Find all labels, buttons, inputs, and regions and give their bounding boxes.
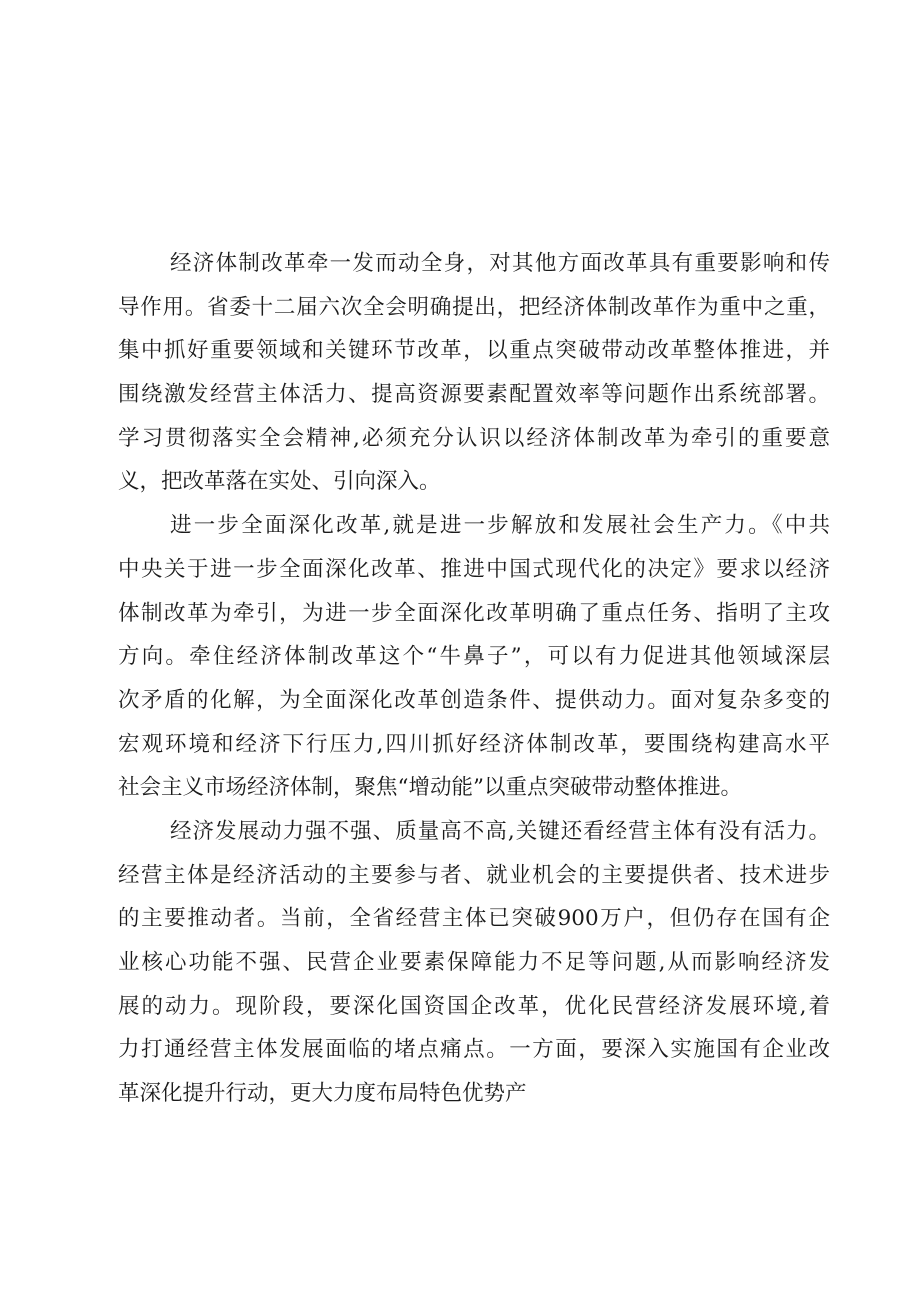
paragraph-2 — [118, 504, 830, 810]
text-line: 义，把改革落在实处、引向深入。 — [118, 469, 441, 495]
text-line: 的主要推动者。当前，全省经营主体已突破900万户，但仍存在国有企 — [118, 906, 830, 932]
text-line: 展的动力。现阶段，要深化国资国企改革，优化民营经济发展环境,着 — [118, 993, 830, 1019]
text-line: 革深化提升行动，更大力度布局特色优势产 — [118, 1081, 527, 1107]
text-line: 经济发展动力强不强、质量高不高,关键还看经营主体有没有活力。 — [170, 818, 830, 844]
paragraph-1 — [118, 242, 830, 504]
document-body — [118, 242, 830, 1116]
text-line: 业核心功能不强、民营企业要素保障能力不足等问题,从而影响经济发 — [118, 950, 830, 975]
paragraph-3 — [118, 810, 830, 1116]
text-line: 中央关于进一步全面深化改革、推进中国式现代化的决定》要求以经济 — [118, 556, 830, 582]
text-line: 力打通经营主体发展面临的堵点痛点。一方面，要深入实施国有企业改 — [118, 1037, 830, 1063]
text-line: 导作用。省委十二届六次全会明确提出，把经济体制改革作为重中之重， — [118, 294, 830, 320]
text-line: 体制改革为牵引，为进一步全面深化改革明确了重点任务、指明了主攻 — [118, 600, 830, 626]
text-line: 集中抓好重要领域和关键环节改革，以重点突破带动改革整体推进，并 — [118, 338, 830, 364]
text-line: 宏观环境和经济下行压力,四川抓好经济体制改革，要围绕构建高水平 — [118, 731, 830, 757]
text-line: 进一步全面深化改革,就是进一步解放和发展社会生产力。《中共 — [170, 513, 830, 539]
text-line: 经营主体是经济活动的主要参与者、就业机会的主要提供者、技术进步 — [118, 862, 830, 888]
text-line: 社会主义市场经济体制，聚焦“增动能”以重点突破带动整体推进。 — [118, 775, 742, 801]
text-line: 次矛盾的化解，为全面深化改革创造条件、提供动力。面对复杂多变的 — [118, 687, 830, 713]
text-line: 经济体制改革牵一发而动全身，对其他方面改革具有重要影响和传 — [170, 251, 830, 276]
text-line: 围绕激发经营主体活力、提高资源要素配置效率等问题作出系统部署。 — [118, 382, 830, 408]
text-line: 学习贯彻落实全会精神,必须充分认识以经济体制改革为牵引的重要意 — [118, 425, 830, 451]
text-line: 方向。牵住经济体制改革这个“牛鼻子”，可以有力促进其他领域深层 — [118, 644, 830, 670]
